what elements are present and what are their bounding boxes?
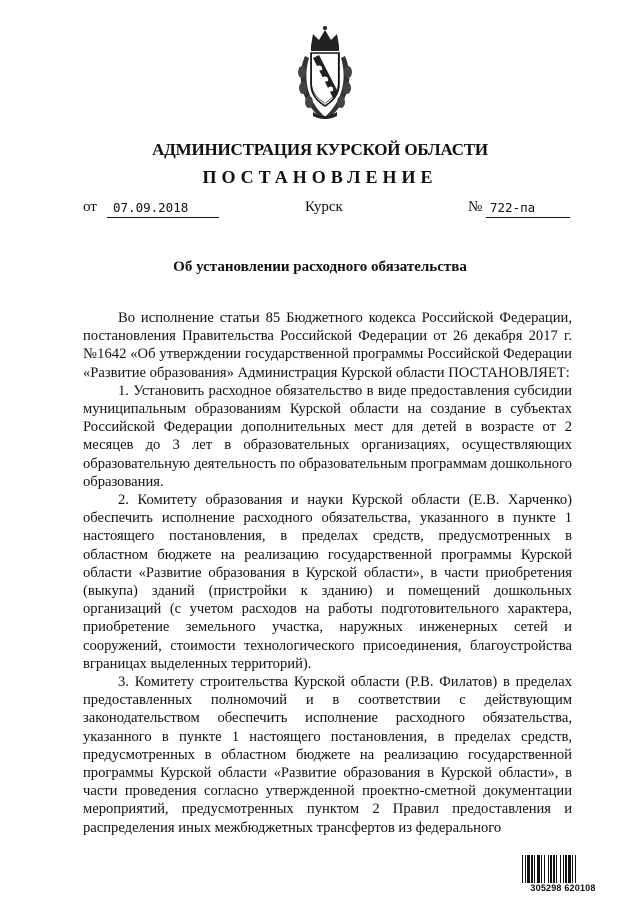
document-body bbox=[83, 309, 572, 837]
document-dateline bbox=[83, 199, 573, 219]
body-paragraph-3: 3. Комитету строительства Курской области (Р.В. Филатов) в пределах предоставленных полномочий и в соответствии с действующим законодательством обеспечить исполнение расходного обязательства, указанного в пункте 1 настоящего постановления, в пределах средств, предусмотренных в областном бюджете на реализацию государственной программы Курской области «Развитие образования в Курской области», в части проведения согласно утвержденной проектно-сметной документации мероприятий, предусмотренных пунктом 2 Правил предоставления и распределения иных межбюджетных трансфертов из федерального bbox=[83, 674, 572, 836]
coat-of-arms-emblem bbox=[293, 22, 357, 122]
document-date: 07.09.2018 bbox=[107, 199, 219, 218]
body-paragraph-1: 1. Установить расходное обязательство в виде предоставления субсидии муниципальным образованиям Курской области на создание в субъектах Российской Федерации дополнительных мест для детей в возрасте от 2 месяцев до 3 лет в образовательных организациях, осуществляющих образовательную деятельность по образовательным программам дошкольного образования. bbox=[83, 382, 572, 490]
document-city: Курск bbox=[305, 199, 343, 215]
barcode-bar bbox=[572, 855, 573, 884]
barcode-bar bbox=[550, 855, 552, 884]
barcode-bars bbox=[521, 855, 605, 884]
number-prefix: № bbox=[468, 199, 483, 215]
barcode-bar bbox=[544, 855, 545, 884]
barcode-bar bbox=[548, 855, 549, 884]
barcode-bar bbox=[575, 855, 576, 884]
barcode-bar bbox=[531, 855, 533, 884]
document-type-title: ПОСТАНОВЛЕНИЕ bbox=[202, 167, 438, 187]
organization-name: АДМИНИСТРАЦИЯ КУРСКОЙ ОБЛАСТИ bbox=[152, 140, 488, 159]
barcode-bar bbox=[537, 855, 540, 884]
date-prefix: от bbox=[83, 199, 97, 215]
barcode-bar bbox=[522, 855, 523, 884]
body-paragraph-2: 2. Комитету образования и науки Курской области (Е.В. Харченко) обеспечить исполнение расходного обязательства, указанного в пункте 1 настоящего постановления, в пределах средств, предусмотренных в областном бюджете на реализацию государственной программы Курской области «Развитие образования в Курской области», в части приобретения (выкупа) зданий (пристройки к зданию) и помещений дошкольных организаций (с учетом расходов на работы подготовительного характера, приобретение земельного участка, наружных инженерных сетей и сооружений, стоимости технологического присоединения, благоустройства вграницах выделенных территорий). bbox=[83, 492, 572, 672]
barcode-bar bbox=[525, 855, 526, 884]
document-number: 722-па bbox=[486, 199, 570, 218]
barcode-bar bbox=[534, 855, 535, 884]
barcode-bar bbox=[527, 855, 530, 884]
barcode-bar bbox=[563, 855, 564, 884]
document-barcode bbox=[521, 855, 605, 895]
barcode-bar bbox=[560, 855, 561, 884]
barcode-bar bbox=[541, 855, 542, 884]
barcode-number: 305298 620108 bbox=[521, 883, 605, 893]
barcode-bar bbox=[553, 855, 555, 884]
barcode-bar bbox=[568, 855, 571, 884]
body-paragraph-preamble: Во исполнение статьи 85 Бюджетного кодекса Российской Федерации, постановления Правительства Российской Федерации от 26 декабря 2017 г. №1642 «Об утверждении государственной программы Российской Федерации «Развитие образования» Администрация Курской области ПОСТАНОВЛЯЕТ: bbox=[83, 310, 572, 381]
barcode-bar bbox=[556, 855, 557, 884]
barcode-bar bbox=[565, 855, 567, 884]
document-subject: Об установлении расходного обязательства bbox=[173, 259, 467, 275]
